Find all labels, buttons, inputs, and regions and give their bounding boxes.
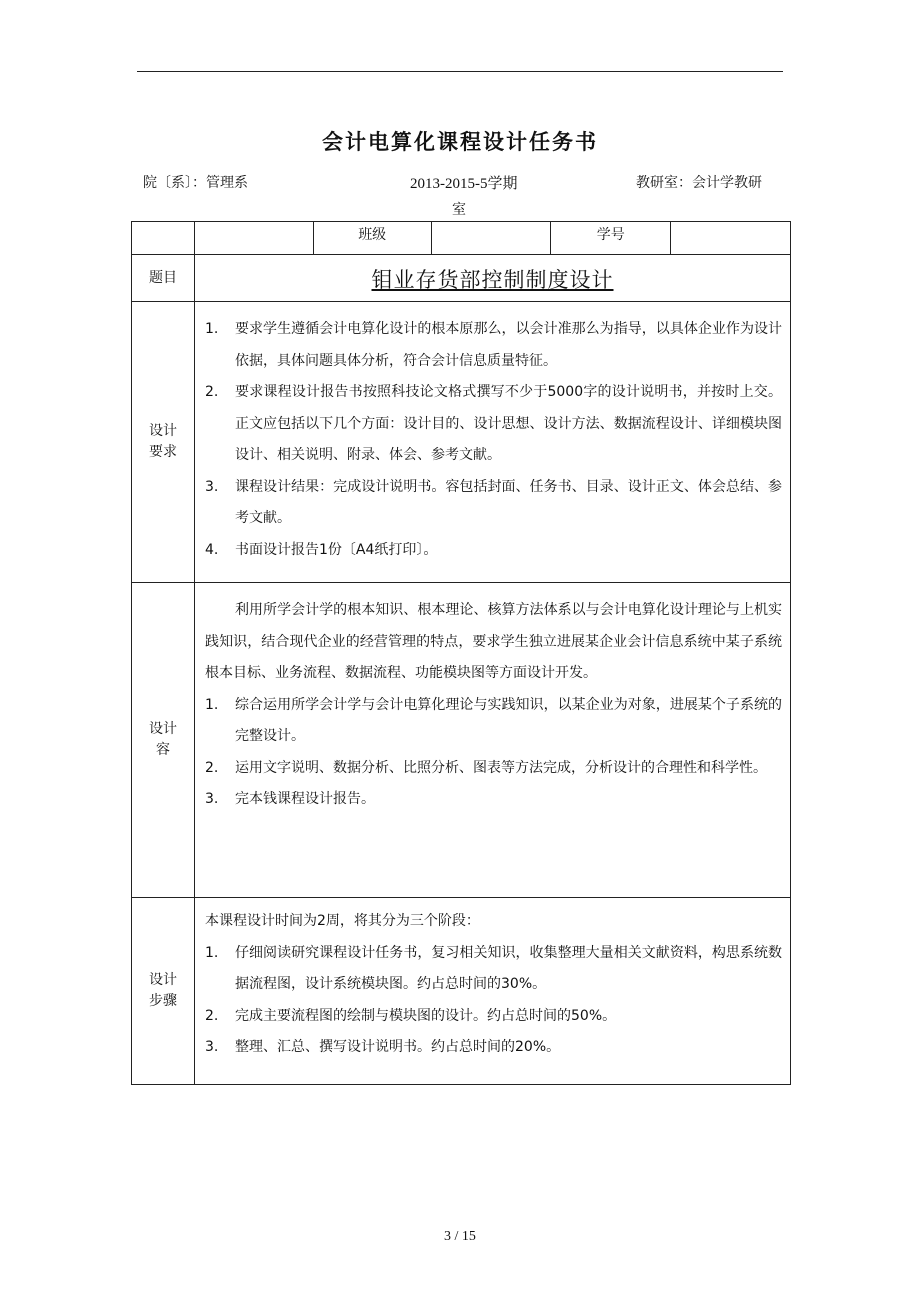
office-label: 教研室：会计学教研	[636, 175, 762, 191]
list-item-number: 4.	[205, 541, 219, 558]
document-title: 会计电算化课程设计任务书	[322, 130, 598, 154]
list-item	[205, 784, 782, 816]
topic-row	[132, 255, 791, 302]
content-body	[195, 583, 791, 898]
list-item-number: 2.	[205, 759, 219, 776]
list-item-number: 1.	[205, 944, 219, 961]
list-item	[205, 1001, 782, 1033]
requirements-label-line2: 要求	[149, 444, 177, 460]
list-item	[205, 314, 782, 377]
list-item-number: 1.	[205, 321, 219, 337]
office-label-wrap: 室	[452, 202, 466, 218]
list-item-text: 完成主要流程图的绘制与模块图的设计。约占总时间的50%。	[235, 1007, 617, 1024]
list-item-text: 书面设计报告1份〔A4纸打印〕。	[235, 541, 438, 558]
requirements-label-line1: 设计	[149, 423, 177, 439]
content-label-line2: 容	[156, 742, 170, 758]
list-item-number: 2.	[205, 1007, 219, 1024]
list-item-text: 综合运用所学会计学与会计电算化理论与实践知识，以某企业为对象，进展某个子系统的完整设计。	[235, 696, 782, 744]
list-item-number: 2.	[205, 384, 219, 400]
list-item	[205, 1032, 782, 1064]
topic-label: 题目	[132, 255, 195, 302]
list-item-text: 要求课程设计报告书按照科技论文格式撰写不少于5000字的设计说明书，并按时上交。正文应包括以下几个方面：设计目的、设计思想、设计方法、数据流程设计、详细模块图设计、相关说明、附录、体会、参考文献。	[235, 384, 782, 463]
steps-label	[132, 898, 195, 1085]
requirements-label	[132, 302, 195, 583]
header-blank-cell	[132, 222, 195, 255]
steps-row	[132, 898, 791, 1085]
list-item-text: 要求学生遵循会计电算化设计的根本原那么，以会计准那么为指导，以具体企业作为设计依据，具体问题具体分析，符合会计信息质量特征。	[235, 321, 782, 369]
header-rule	[137, 71, 783, 72]
list-item-number: 3.	[205, 1039, 219, 1055]
steps-label-line1: 设计	[149, 972, 177, 988]
name-value-cell	[195, 222, 314, 254]
list-item-text: 课程设计结果：完成设计说明书。容包括封面、任务书、目录、设计正文、体会总结、参考文献。	[235, 478, 782, 526]
content-label	[132, 583, 195, 898]
list-item-text: 整理、汇总、撰写设计说明书。约占总时间的20%。	[235, 1039, 561, 1055]
student-id-label: 学号	[551, 222, 671, 254]
class-value-cell	[432, 222, 552, 254]
topic-value-cell	[195, 255, 791, 302]
requirements-row	[132, 302, 791, 583]
steps-intro: 本课程设计时间为2周，将其分为三个阶段：	[205, 913, 480, 929]
list-item	[205, 472, 782, 535]
list-item-text: 完本钱课程设计报告。	[235, 791, 375, 807]
page-number: 3 / 15	[444, 1229, 476, 1244]
term-label: 2013-2015-5学期	[410, 176, 518, 192]
steps-body	[195, 898, 791, 1085]
header-row	[132, 222, 791, 255]
content-row	[132, 583, 791, 898]
task-table	[131, 221, 791, 1085]
content-label-line1: 设计	[149, 721, 177, 737]
steps-label-line2: 步骤	[149, 993, 177, 1009]
requirements-content	[195, 302, 791, 583]
list-item	[205, 938, 782, 1001]
department-label: 院〔系〕：管理系	[143, 175, 248, 191]
content-intro: 利用所学会计学的根本知识、根本理论、核算方法体系以与会计电算化设计理论与上机实践知识，结合现代企业的经营管理的特点，要求学生独立进展某企业会计信息系统中某子系统根本目标、业务流程、数据流程、功能模块图等方面设计开发。	[205, 602, 782, 681]
list-item-number: 3.	[205, 478, 219, 495]
list-item-text: 仔细阅读研究课程设计任务书，复习相关知识，收集整理大量相关文献资料，构思系统数据流程图，设计系统模块图。约占总时间的30%。	[235, 944, 782, 992]
list-item	[205, 535, 782, 567]
list-item-number: 1.	[205, 696, 219, 713]
topic-value: 钼业存货部控制制度设计	[371, 268, 614, 292]
student-id-value-cell	[671, 222, 790, 254]
list-item	[205, 377, 782, 472]
header-fields-cell	[195, 222, 791, 255]
list-item	[205, 690, 782, 753]
list-item-text: 运用文字说明、数据分析、比照分析、图表等方法完成，分析设计的合理性和科学性。	[235, 759, 767, 776]
class-label: 班级	[314, 222, 432, 254]
list-item	[205, 753, 782, 785]
list-item-number: 3.	[205, 791, 219, 807]
